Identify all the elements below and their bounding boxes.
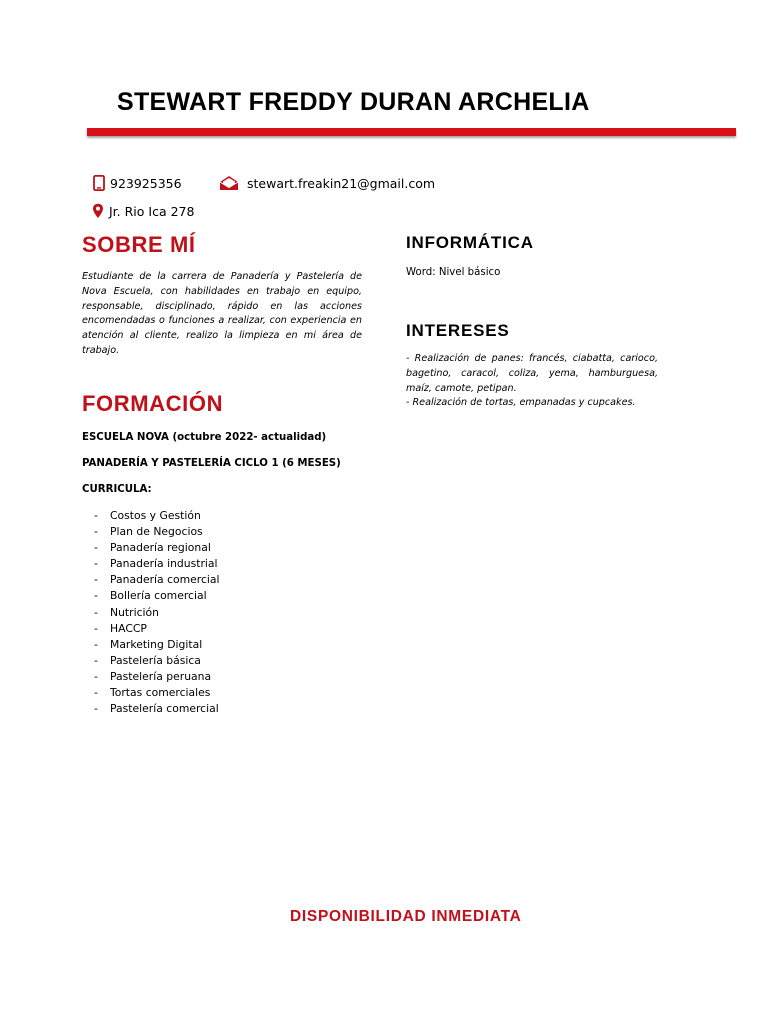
phone-icon bbox=[93, 175, 105, 191]
address-text: Jr. Rio Ica 278 bbox=[109, 203, 195, 219]
map-pin-icon bbox=[92, 203, 104, 219]
phone-number: 923925356 bbox=[110, 175, 182, 191]
list-item: - Costos y Gestión bbox=[90, 508, 220, 524]
interests-line-2: - Realización de tortas, empanadas y cupcakes. bbox=[406, 397, 636, 408]
about-text: Estudiante de la carrera de Panadería y Pastelería de Nova Escuela, con habilidades en trabajo en equipo, responsable, disciplinado, rápido en las acciones encomendadas o funciones a realizar, con experiencia en atención al cliente, realizo la limpieza en mi área de trabajo. bbox=[82, 271, 362, 356]
list-item: - Marketing Digital bbox=[90, 637, 220, 653]
it-heading: INFORMÁTICA bbox=[406, 233, 534, 252]
curriculum-list bbox=[90, 508, 220, 717]
curriculum-label: CURRICULA: bbox=[82, 484, 152, 495]
education-heading: FORMACIÓN bbox=[82, 391, 224, 416]
list-item: - Pastelería básica bbox=[90, 653, 220, 669]
envelope-icon bbox=[219, 175, 239, 191]
interests-heading: INTERESES bbox=[406, 321, 510, 340]
list-item: - Tortas comerciales bbox=[90, 685, 220, 701]
education-program: PANADERÍA Y PASTELERÍA CICLO 1 (6 MESES) bbox=[82, 458, 341, 469]
list-item: - Panadería comercial bbox=[90, 572, 220, 588]
list-item: - Bollería comercial bbox=[90, 588, 220, 604]
list-item: - Pastelería peruana bbox=[90, 669, 220, 685]
contact-email bbox=[219, 175, 435, 191]
candidate-name: STEWART FREDDY DURAN ARCHELIA bbox=[117, 88, 590, 116]
about-heading: SOBRE MÍ bbox=[82, 232, 196, 257]
contact-phone bbox=[93, 175, 182, 191]
header-divider bbox=[87, 128, 736, 136]
interests-line-1: - Realización de panes: francés, ciabatta, carioco, bagetino, caracol, coliza, yema, hamburguesa, maíz, camote, petipan. bbox=[406, 353, 658, 394]
list-item: - HACCP bbox=[90, 621, 220, 637]
list-item: - Panadería industrial bbox=[90, 556, 220, 572]
list-item: - Panadería regional bbox=[90, 540, 220, 556]
list-item: - Plan de Negocios bbox=[90, 524, 220, 540]
list-item: - Nutrición bbox=[90, 605, 220, 621]
availability-note: DISPONIBILIDAD INMEDIATA bbox=[290, 908, 522, 925]
email-address: stewart.freakin21@gmail.com bbox=[247, 175, 436, 191]
contact-address bbox=[92, 203, 194, 219]
it-text: Word: Nivel básico bbox=[406, 267, 501, 278]
list-item: - Pastelería comercial bbox=[90, 701, 220, 717]
education-school: ESCUELA NOVA (octubre 2022- actualidad) bbox=[82, 432, 327, 443]
